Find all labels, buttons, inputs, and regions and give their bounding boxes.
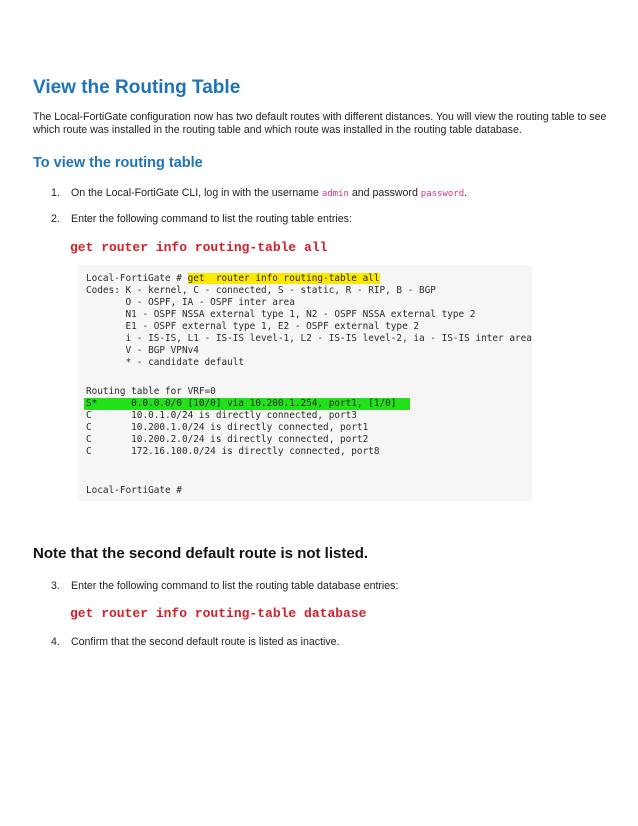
command-routing-table-all: get router info routing-table all <box>70 240 328 255</box>
step-text: On the Local-FortiGate CLI, log in with the username <box>71 187 322 199</box>
terminal-end-prompt: Local-FortiGate # <box>86 485 182 496</box>
route-line: C 10.200.2.0/24 is directly connected, port2 <box>86 434 369 445</box>
terminal-codes-line: Codes: K - kernel, C - connected, S - static, R - RIP, B - BGP <box>86 285 436 296</box>
step-1 <box>51 187 467 199</box>
intro-paragraph: The Local-FortiGate configuration now has two default routes with different distances. You will view the routing table to see which route was installed in the routing table and which route was installed in the routing table database. <box>33 111 607 136</box>
note-text: Note that the second default route is not listed. <box>33 545 369 562</box>
step-text: Enter the following command to list the routing table database entries: <box>71 580 399 592</box>
terminal-codes-line: i - IS-IS, L1 - IS-IS level-1, L2 - IS-IS level-2, ia - IS-IS inter area <box>86 333 532 344</box>
step-text: and password <box>348 187 421 199</box>
step-number: 1. <box>51 187 60 199</box>
step-text: Enter the following command to list the routing table entries: <box>71 213 352 225</box>
terminal-prompt-line <box>86 273 380 285</box>
step-text: . <box>464 187 468 199</box>
page-title: View the Routing Table <box>33 77 241 98</box>
section-title: To view the routing table <box>33 155 203 171</box>
default-route-highlight: S* 0.0.0.0/0 [10/0] via 10.200.1.254, port1, [1/0] <box>84 398 410 410</box>
step-text: Confirm that the second default route is listed as inactive. <box>71 636 340 648</box>
default-route-line <box>84 398 410 410</box>
step-4 <box>51 636 340 648</box>
terminal-command-highlight: get router info routing-table all <box>187 273 380 284</box>
terminal-codes-line: V - BGP VPNv4 <box>86 345 199 356</box>
route-line: C 10.0.1.0/24 is directly connected, port3 <box>86 410 357 421</box>
username-code: admin <box>321 189 349 199</box>
step-3 <box>51 580 398 592</box>
step-2 <box>51 213 352 225</box>
step-number: 2. <box>51 213 60 225</box>
terminal-codes-line: O - OSPF, IA - OSPF inter area <box>86 297 295 308</box>
route-line: C 10.200.1.0/24 is directly connected, port1 <box>86 422 369 433</box>
password-code: password <box>420 189 465 199</box>
step-number: 3. <box>51 580 60 592</box>
terminal-prompt: Local-FortiGate # <box>86 273 188 284</box>
terminal-codes-line: E1 - OSPF external type 1, E2 - OSPF external type 2 <box>86 321 420 332</box>
terminal-codes-line: N1 - OSPF NSSA external type 1, N2 - OSPF NSSA external type 2 <box>86 309 476 320</box>
terminal-vrf-line: Routing table for VRF=0 <box>86 386 216 397</box>
step-number: 4. <box>51 636 60 648</box>
route-line: C 172.16.100.0/24 is directly connected, port8 <box>86 446 380 457</box>
cli-screenshot <box>78 265 532 501</box>
terminal-codes-line: * - candidate default <box>86 357 245 368</box>
command-routing-table-database: get router info routing-table database <box>70 606 367 621</box>
